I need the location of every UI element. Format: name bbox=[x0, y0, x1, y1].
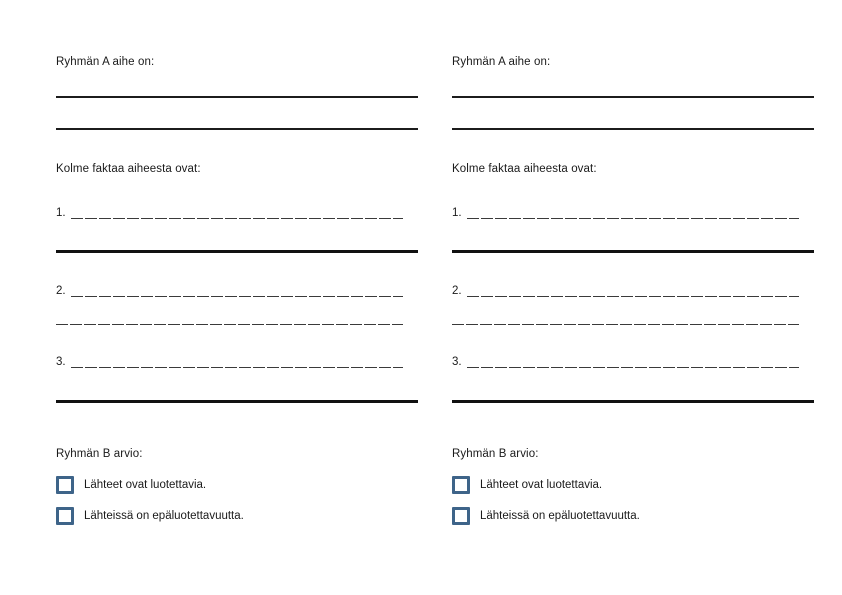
option-label: Lähteet ovat luotettavia. bbox=[84, 479, 207, 491]
option-row-unreliable bbox=[56, 507, 244, 525]
fact-write-line bbox=[467, 367, 799, 368]
topic-answer-line-1 bbox=[56, 96, 418, 98]
fact-write-line bbox=[71, 218, 403, 219]
topic-label: Ryhmän A aihe on: bbox=[452, 56, 551, 68]
fact-item-number: 2. bbox=[452, 285, 462, 297]
checkbox-reliable[interactable] bbox=[452, 476, 470, 494]
option-row-reliable bbox=[452, 476, 602, 494]
fact-item-number: 3. bbox=[452, 356, 462, 368]
checkbox-unreliable[interactable] bbox=[452, 507, 470, 525]
topic-answer-line-2 bbox=[56, 128, 418, 130]
review-label: Ryhmän B arvio: bbox=[452, 448, 539, 460]
option-label: Lähteissä on epäluotettavuutta. bbox=[84, 510, 244, 522]
fact-item-row bbox=[452, 355, 799, 369]
option-row-unreliable bbox=[452, 507, 640, 525]
fact-item-row bbox=[56, 355, 403, 369]
fact-continuation-line bbox=[56, 324, 403, 325]
section-separator-line bbox=[452, 250, 814, 253]
fact-write-line bbox=[71, 367, 403, 368]
section-separator-line bbox=[56, 400, 418, 403]
section-separator-line bbox=[452, 400, 814, 403]
topic-label: Ryhmän A aihe on: bbox=[56, 56, 155, 68]
fact-item-number: 3. bbox=[56, 356, 66, 368]
option-label: Lähteissä on epäluotettavuutta. bbox=[480, 510, 640, 522]
facts-label: Kolme faktaa aiheesta ovat: bbox=[452, 163, 597, 175]
fact-item-number: 1. bbox=[56, 207, 66, 219]
fact-item-row bbox=[452, 284, 799, 298]
topic-answer-line-2 bbox=[452, 128, 814, 130]
checkbox-reliable[interactable] bbox=[56, 476, 74, 494]
fact-continuation-line bbox=[452, 324, 799, 325]
topic-answer-line-1 bbox=[452, 96, 814, 98]
option-label: Lähteet ovat luotettavia. bbox=[480, 479, 603, 491]
fact-item-number: 2. bbox=[56, 285, 66, 297]
checkbox-unreliable[interactable] bbox=[56, 507, 74, 525]
worksheet-column-left bbox=[56, 0, 418, 595]
fact-write-line bbox=[467, 296, 799, 297]
fact-item-row bbox=[56, 206, 403, 220]
fact-item-row bbox=[56, 284, 403, 298]
fact-item-number: 1. bbox=[452, 207, 462, 219]
worksheet-column-right bbox=[452, 0, 814, 595]
fact-item-row bbox=[452, 206, 799, 220]
section-separator-line bbox=[56, 250, 418, 253]
fact-write-line bbox=[71, 296, 403, 297]
facts-label: Kolme faktaa aiheesta ovat: bbox=[56, 163, 201, 175]
review-label: Ryhmän B arvio: bbox=[56, 448, 143, 460]
option-row-reliable bbox=[56, 476, 206, 494]
fact-write-line bbox=[467, 218, 799, 219]
